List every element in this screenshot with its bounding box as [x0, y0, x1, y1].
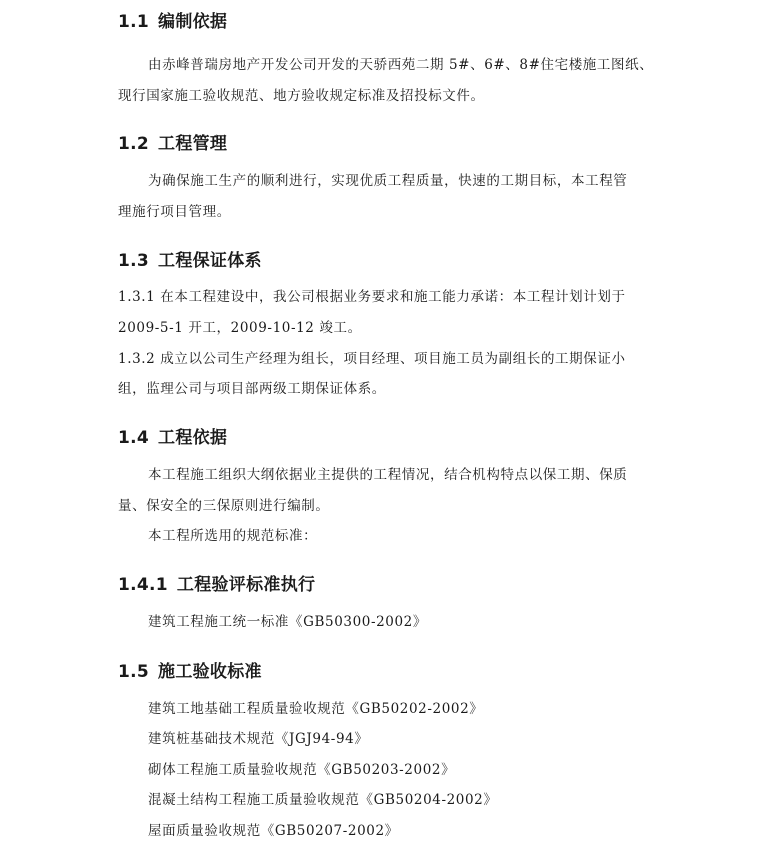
paragraph-line: 由赤峰普瑞房地产开发公司开发的天骄西苑二期 5#、6#、8#住宅楼施工图纸、: [148, 57, 654, 73]
section-number: 1.1: [118, 12, 150, 32]
section-number: 1.2: [118, 134, 150, 154]
standard-item: 屋面质量验收规范《GB50207-2002》: [148, 823, 399, 839]
paragraph-line: 为确保施工生产的顺利进行，实现优质工程质量，快速的工期目标，本工程管: [148, 173, 628, 189]
standard-item: 混凝土结构工程施工质量验收规范《GB50204-2002》: [148, 792, 498, 808]
paragraph-line: 1.3.1 在本工程建设中，我公司根据业务要求和施工能力承诺：本工程计划计划于: [118, 289, 626, 305]
section-title: 工程验评标准执行: [176, 575, 316, 595]
standard-item: 建筑工程施工统一标准《GB50300-2002》: [148, 614, 427, 630]
section-heading: [118, 661, 262, 683]
standard-item: 砌体工程施工质量验收规范《GB50203-2002》: [148, 762, 456, 778]
paragraph-line: 现行国家施工验收规范、地方验收规定标准及招投标文件。: [118, 88, 485, 104]
paragraph-line: 本工程施工组织大纲依据业主提供的工程情况，结合机构特点以保工期、保质: [148, 467, 628, 483]
section-number: 1.3: [118, 251, 150, 271]
section-number: 1.4: [118, 428, 150, 448]
paragraph-line: 1.3.2 成立以公司生产经理为组长，项目经理、项目施工员为副组长的工期保证小: [118, 351, 626, 367]
standard-item: 建筑桩基础技术规范《JGJ94-94》: [148, 731, 369, 747]
standard-item: 建筑工地基础工程质量验收规范《GB50202-2002》: [148, 701, 484, 717]
paragraph-line: 量、保安全的三保原则进行编制。: [118, 498, 330, 514]
section-title: 工程依据: [158, 428, 228, 448]
section-title: 编制依据: [158, 12, 228, 32]
section-heading: [118, 427, 227, 449]
paragraph-line: 组，监理公司与项目部两级工期保证体系。: [118, 381, 386, 397]
paragraph-line: 理施行项目管理。: [118, 204, 231, 220]
section-heading: [118, 574, 315, 596]
section-heading: [118, 133, 227, 155]
section-number: 1.5: [118, 662, 150, 682]
section-heading: [118, 11, 227, 33]
section-heading: [118, 250, 262, 272]
section-title: 工程管理: [158, 134, 228, 154]
paragraph-line: 本工程所选用的规范标准：: [148, 528, 318, 544]
section-number: 1.4.1: [118, 575, 168, 595]
section-title: 工程保证体系: [158, 251, 262, 271]
section-title: 施工验收标准: [158, 662, 262, 682]
paragraph-line: 2009-5-1 开工，2009-10-12 竣工。: [118, 320, 362, 336]
